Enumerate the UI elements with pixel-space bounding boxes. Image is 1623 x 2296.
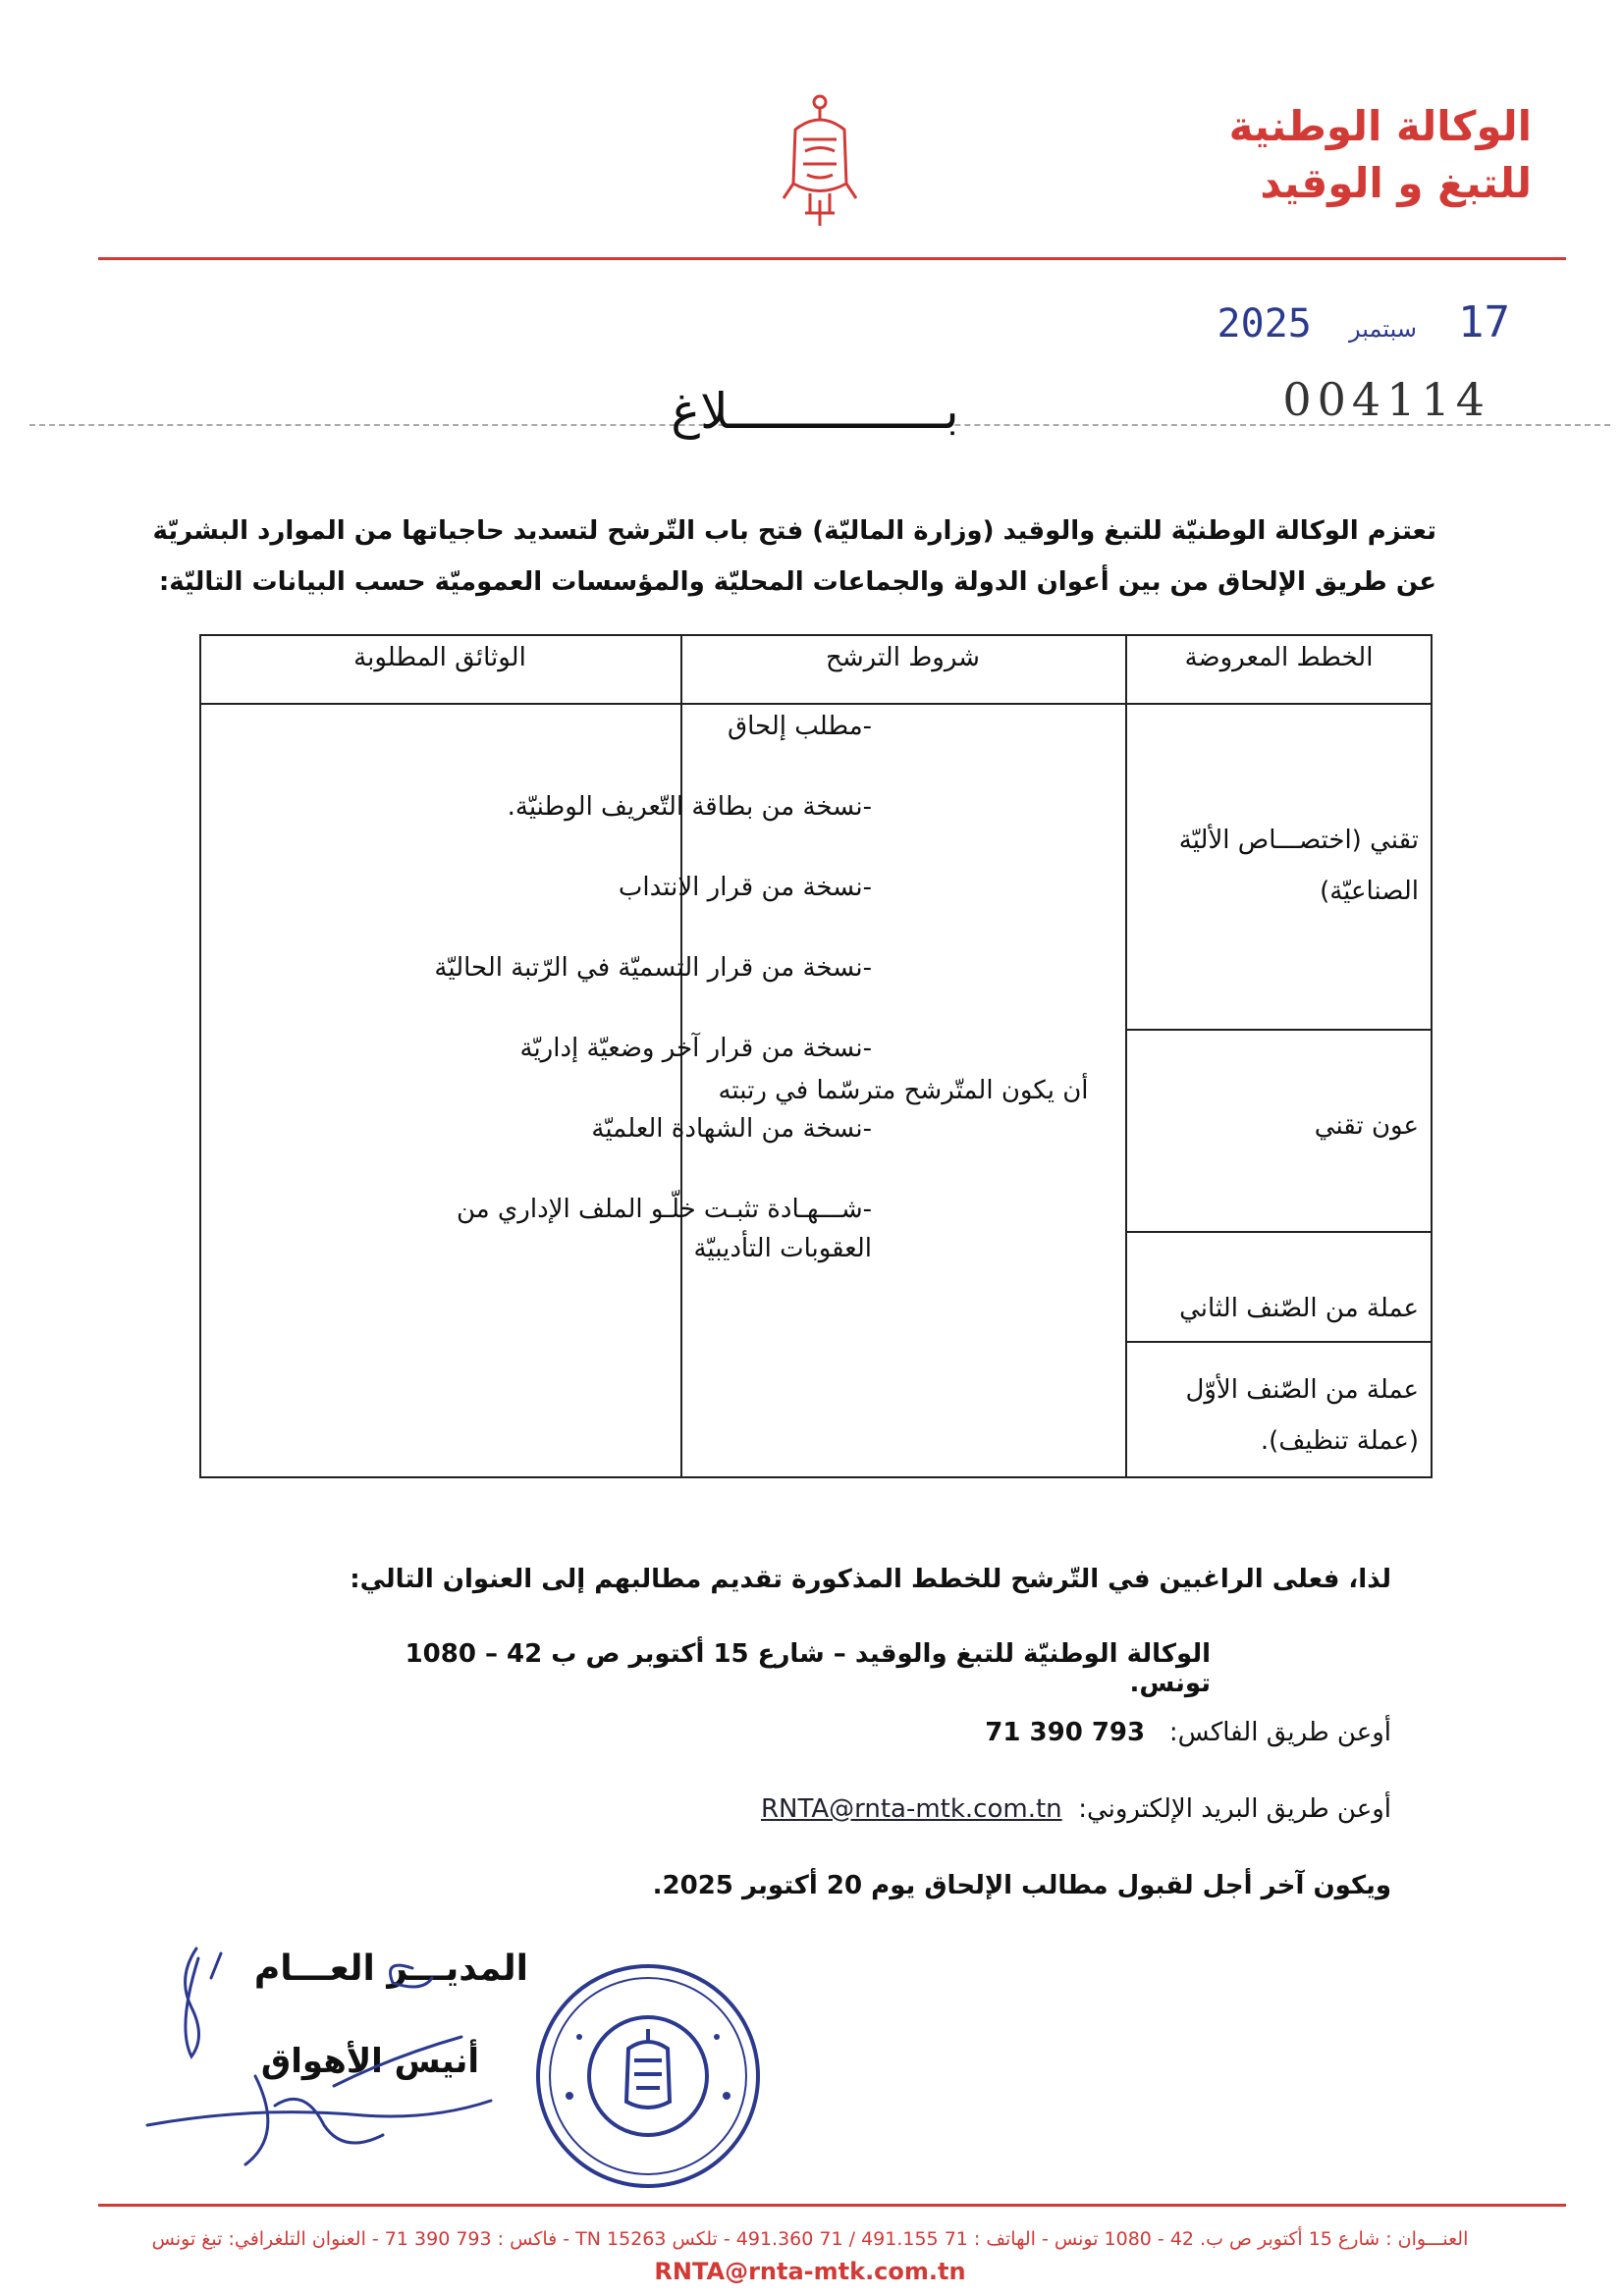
intro-paragraph (140, 506, 1436, 608)
contact-email-link[interactable]: RNTA@rnta-mtk.com.tn (760, 1794, 1062, 1824)
document-item: -مطلب إلحاق (727, 712, 872, 741)
document-item: -نسخة من بطاقة التّعريف الوطنيّة. (507, 792, 872, 822)
reference-number: 004114 (1282, 373, 1490, 426)
required-documents-list (410, 707, 872, 1309)
email-label: أوعن طريق البريد الإلكتروني: (1078, 1794, 1391, 1824)
signatory-title: المديـــر العـــام (253, 1949, 528, 1989)
email-line (508, 1794, 1391, 1824)
table-header-divider (199, 703, 1433, 705)
position-technician: تقني (اختصـــاص الأليّة الصناعيّة) (1178, 826, 1419, 906)
signatory-name: أنيس الأهواق (260, 2042, 479, 2081)
date-year: 2025 (1217, 301, 1312, 347)
date-day: 17 (1458, 297, 1510, 347)
document-item: العقوبات التأديبيّة (693, 1234, 872, 1263)
page-title: بـــــــــــــــلاغ (671, 383, 959, 440)
header-divider (98, 257, 1566, 260)
application-call: لذا، فعلى الراغبين في التّرشح للخطط المذكورة تقديم مطالبهم إلى العنوان التالي: (350, 1565, 1391, 1594)
fax-label: أوعن طريق الفاكس: (1168, 1718, 1391, 1747)
intro-line-1: تعتزم الوكالة الوطنيّة للتبغ والوقيد (وزارة الماليّة) فتح باب التّرشح لتسديد حاجياتها من الموارد البشريّة (152, 516, 1436, 546)
document-item: -نسخة من قرار الانتداب (618, 873, 872, 902)
footer-email[interactable]: RNTA@rnta-mtk.com.tn (654, 2258, 966, 2285)
document-item: -شـــهـادة تثبـت خلّـو الملف الإداري من (456, 1195, 872, 1224)
agency-logo-icon (776, 90, 864, 228)
date-month: سبتمبر (1348, 315, 1417, 343)
table-col-divider (1125, 634, 1127, 1478)
table-row-divider (1125, 1341, 1433, 1343)
fax-number: 71 390 793 (985, 1718, 1146, 1747)
table-header-documents: الوثائق المطلوبة (353, 643, 526, 672)
handwritten-signature-icon (137, 1939, 550, 2174)
mailing-address: الوكالة الوطنيّة للتبغ والوقيد – شارع 15 أكتوبر ص ب 42 – 1080 تونس. (405, 1639, 1211, 1698)
position-technical-agent: عون تقني (1314, 1111, 1419, 1141)
table-header-conditions: شروط الترشح (826, 643, 980, 672)
official-seal-icon (530, 1958, 766, 2194)
org-name-line1: الوكالة الوطنية (1228, 102, 1532, 150)
table-row-divider (1125, 1231, 1433, 1233)
date-stamp (1196, 297, 1510, 347)
intro-line-2: عن طريق الإلحاق من بين أعوان الدولة والجماعات المحليّة والمؤسسات العموميّة حسب البيانات التاليّة: (158, 567, 1436, 597)
position-worker-class1: عملة من الصّنف الأوّل (عملة تنظيف). (1185, 1375, 1419, 1456)
table-row-divider (1125, 1029, 1433, 1031)
deadline-notice: ويكون آخر أجل لقبول مطالب الإلحاق يوم 20 أكتوبر 2025. (652, 1871, 1391, 1900)
candidate-condition: أن يكون المتّرشح مترسّما في رتبته (718, 1076, 1089, 1105)
table-header-positions: الخطط المعروضة (1184, 643, 1374, 672)
position-worker-class2: عملة من الصّنف الثاني (1179, 1294, 1419, 1323)
footer-divider (98, 2204, 1566, 2207)
fax-line (508, 1718, 1391, 1747)
document-item: -نسخة من قرار آخر وضعيّة إداريّة (519, 1034, 872, 1063)
document-item: -نسخة من قرار التسميّة في الرّتبة الحاليّة (434, 953, 872, 983)
footer-address: العنـــوان : شارع 15 أكتوبر ص ب. 42 - 1080 تونس - الهاتف : 71 491.155 / 71 491.360 - تلكس TN 15263 - فاكس : 793 390 71 - العنوان التلغرافي: تبغ تونس (151, 2228, 1469, 2250)
document-item: -نسخة من الشهادة العلميّة (591, 1114, 872, 1144)
org-name-line2: للتبغ و الوقيد (1260, 159, 1532, 207)
organization-name (1178, 98, 1532, 212)
